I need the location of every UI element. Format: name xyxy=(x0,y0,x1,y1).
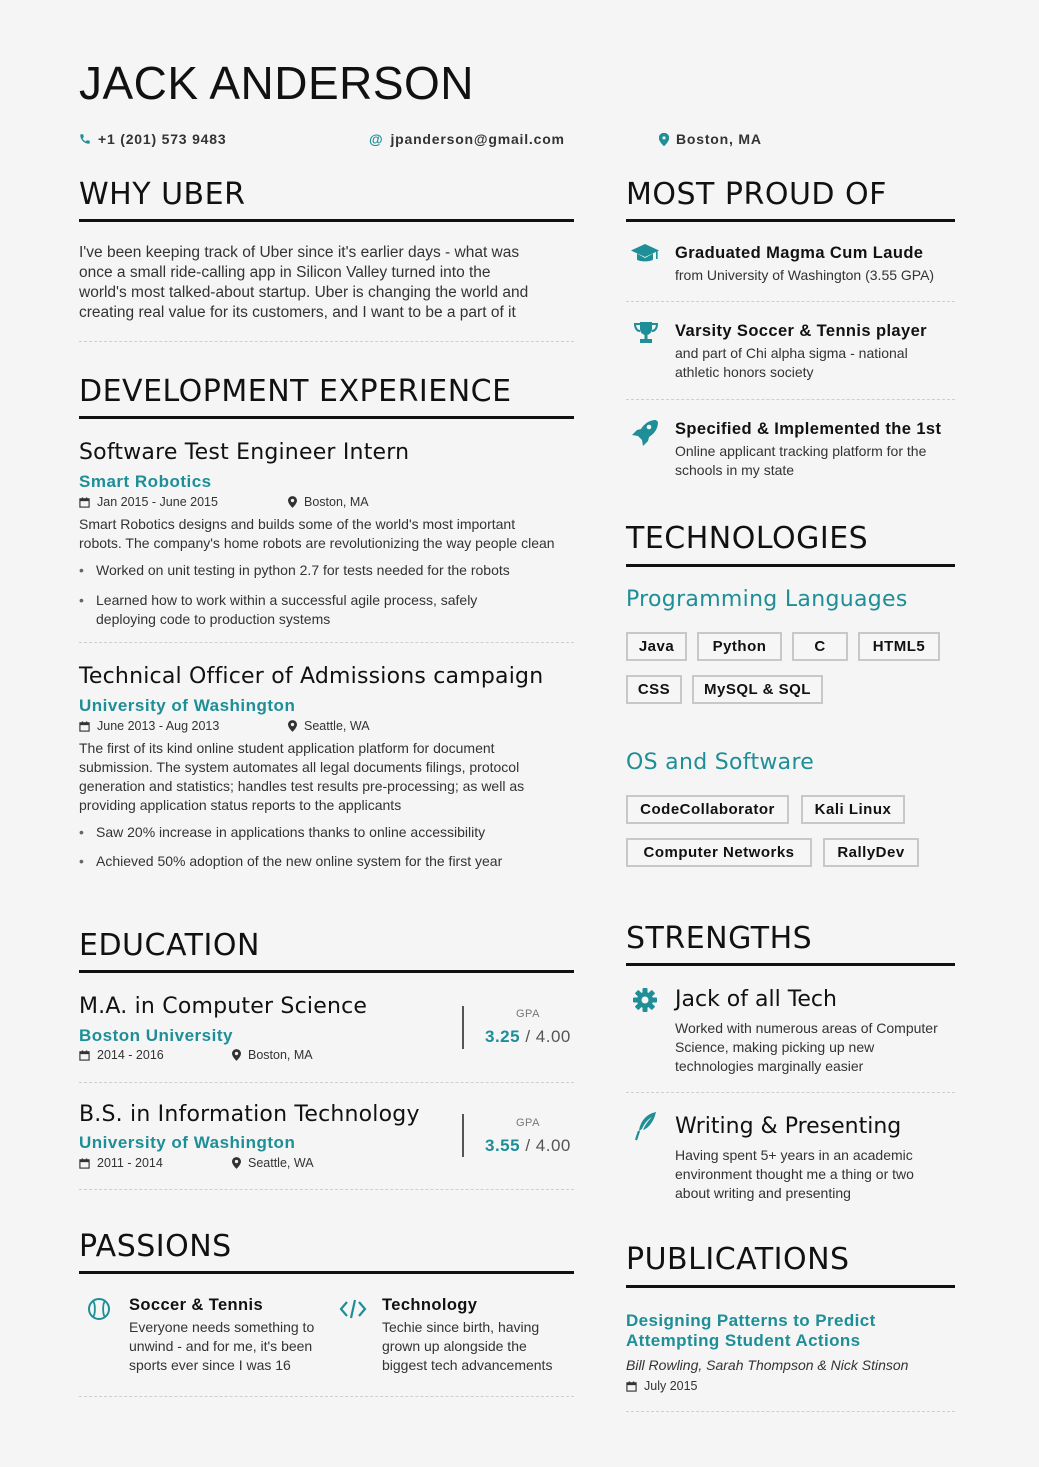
why-title: WHY UBER xyxy=(79,177,246,212)
edu-degree: M.A. in Computer Science xyxy=(79,994,368,1019)
bullet-line: • Learned how to work within a successful agile process, safely xyxy=(96,592,478,608)
divider xyxy=(626,301,955,302)
passion-line: biggest tech advancements xyxy=(382,1357,553,1373)
divider xyxy=(79,642,574,643)
passion-title: Technology xyxy=(382,1296,478,1314)
proud-title: MOST PROUD OF xyxy=(626,177,887,212)
divider xyxy=(626,1092,955,1093)
passion-line: sports ever since I was 16 xyxy=(129,1357,291,1373)
strength-line: about writing and presenting xyxy=(675,1185,851,1201)
strength-title: Jack of all Tech xyxy=(675,987,837,1012)
section-rule xyxy=(626,564,955,567)
dates-text: Jan 2015 - June 2015 xyxy=(97,495,218,509)
feather-pen-icon xyxy=(634,1111,658,1141)
bullet-line: • Worked on unit testing in python 2.7 for tests needed for the robots xyxy=(96,562,510,578)
strengths-title: STRENGTHS xyxy=(626,921,813,956)
section-rule xyxy=(626,963,955,966)
job-description xyxy=(79,515,555,553)
desc-line: generation and statistics; handles test results pre-processing; as well as xyxy=(79,778,525,794)
job-bullet xyxy=(79,561,510,580)
proud-line: Online applicant tracking platform for the xyxy=(675,443,927,459)
proud-item-text xyxy=(675,266,934,285)
section-rule xyxy=(79,1271,574,1274)
gpa-label: GPA xyxy=(516,1008,540,1020)
phone-icon xyxy=(79,133,91,145)
map-pin-icon xyxy=(288,720,297,732)
divider xyxy=(79,1189,574,1190)
bullet-line: • Saw 20% increase in applications thanks to online accessibility xyxy=(96,824,486,840)
gpa-max: / 4.00 xyxy=(525,1027,571,1046)
publication-title-line[interactable]: Attempting Student Actions xyxy=(626,1331,861,1350)
why-line: world's most talked-about startup. Uber is changing the world and xyxy=(79,284,529,301)
desc-line: providing application status reports to the applicants xyxy=(79,797,402,813)
rocket-icon xyxy=(630,418,658,446)
at-icon: @ xyxy=(369,131,384,147)
tech-tag: Python xyxy=(697,632,782,661)
strength-line: Science, making picking up new xyxy=(675,1039,875,1055)
gpa-max: / 4.00 xyxy=(525,1136,571,1155)
job-description xyxy=(79,739,524,815)
graduation-cap-icon xyxy=(630,243,660,265)
tech-tag: CSS xyxy=(626,675,682,704)
tech-group-title: Programming Languages xyxy=(626,587,908,612)
location-text: Boston, MA xyxy=(248,1048,313,1062)
calendar-icon xyxy=(79,721,90,732)
gpa-value xyxy=(485,1027,571,1047)
calendar-icon xyxy=(626,1381,637,1392)
phone-text: +1 (201) 573 9483 xyxy=(98,131,227,147)
job-location xyxy=(288,719,370,733)
passion-text xyxy=(382,1318,552,1375)
calendar-icon xyxy=(79,1050,90,1061)
section-rule xyxy=(79,970,574,973)
desc-line: submission. The system automates all legal documents filings, protocol xyxy=(79,759,520,775)
strength-line: environment thought me a thing or two xyxy=(675,1166,914,1182)
location-text: Seattle, WA xyxy=(304,719,370,733)
tech-tag: C xyxy=(792,632,848,661)
why-line: creating real value for its customers, and I want to be a part of it xyxy=(79,304,516,321)
section-rule xyxy=(79,219,574,222)
publications-title: PUBLICATIONS xyxy=(626,1242,850,1277)
candidate-name: JACK ANDERSON xyxy=(79,57,475,109)
gpa-score: 3.25 xyxy=(485,1027,521,1046)
tech-tag: Kali Linux xyxy=(801,795,905,824)
bullet-line: • Achieved 50% adoption of the new online system for the first year xyxy=(96,853,503,869)
strength-line: technologies marginally easier xyxy=(675,1058,864,1074)
edu-dates xyxy=(79,1156,163,1170)
baseball-icon xyxy=(87,1297,111,1321)
publication-title-line[interactable]: Designing Patterns to Predict xyxy=(626,1311,876,1330)
proud-item-text xyxy=(675,344,908,382)
tech-title: TECHNOLOGIES xyxy=(626,521,869,556)
job-bullet xyxy=(79,591,477,629)
gpa-value xyxy=(485,1136,571,1156)
why-line: I've been keeping track of Uber since it's earlier days - what was xyxy=(79,244,520,261)
location-text: Seattle, WA xyxy=(248,1156,314,1170)
dates-text: June 2013 - Aug 2013 xyxy=(97,719,220,733)
dates-text: 2011 - 2014 xyxy=(97,1156,163,1170)
job-role: Technical Officer of Admissions campaign xyxy=(79,664,544,689)
proud-item-title: Graduated Magma Cum Laude xyxy=(675,244,924,262)
map-pin-icon xyxy=(288,496,297,508)
passion-line: Techie since birth, having xyxy=(382,1319,540,1335)
passion-title: Soccer & Tennis xyxy=(129,1296,264,1314)
edu-dates xyxy=(79,1048,164,1062)
strength-line: Worked with numerous areas of Computer xyxy=(675,1020,938,1036)
divider xyxy=(626,1411,955,1412)
contact-location xyxy=(659,131,762,147)
section-rule xyxy=(626,219,955,222)
edu-school: Boston University xyxy=(79,1026,233,1045)
map-pin-icon xyxy=(232,1157,241,1169)
job-bullet xyxy=(79,852,502,871)
email-text[interactable]: jpanderson@gmail.com xyxy=(390,131,565,147)
map-pin-icon xyxy=(659,133,669,146)
passion-line: grown up alongside the xyxy=(382,1338,527,1354)
job-dates xyxy=(79,495,218,509)
tech-tag: MySQL & SQL xyxy=(692,675,823,704)
tech-tag: Java xyxy=(626,632,687,661)
location-text: Boston, MA xyxy=(304,495,369,509)
publication-authors: Bill Rowling, Sarah Thompson & Nick Stinson xyxy=(626,1357,909,1373)
job-org: University of Washington xyxy=(79,696,296,715)
gpa-divider xyxy=(462,1006,464,1049)
experience-title: DEVELOPMENT EXPERIENCE xyxy=(79,374,512,409)
strength-text xyxy=(675,1146,914,1203)
tech-tag: HTML5 xyxy=(858,632,940,661)
strength-title: Writing & Presenting xyxy=(675,1114,902,1139)
map-pin-icon xyxy=(232,1049,241,1061)
section-rule xyxy=(626,1285,955,1288)
divider xyxy=(79,341,574,342)
gpa-score: 3.55 xyxy=(485,1136,521,1155)
edu-location xyxy=(232,1048,313,1062)
contact-email[interactable] xyxy=(369,131,565,147)
trophy-icon xyxy=(633,320,659,346)
divider xyxy=(79,1082,574,1083)
code-icon xyxy=(339,1298,367,1320)
passion-line: Everyone needs something to xyxy=(129,1319,315,1335)
proud-line: from University of Washington (3.55 GPA) xyxy=(675,267,935,283)
job-role: Software Test Engineer Intern xyxy=(79,440,410,465)
job-location xyxy=(288,495,369,509)
strength-line: Having spent 5+ years in an academic xyxy=(675,1147,913,1163)
edu-school: University of Washington xyxy=(79,1133,296,1152)
divider xyxy=(626,399,955,400)
gpa-label: GPA xyxy=(516,1117,540,1129)
gear-icon xyxy=(632,987,658,1013)
passion-line: unwind - and for me, it's been xyxy=(129,1338,313,1354)
education-title: EDUCATION xyxy=(79,928,260,963)
location-text: Boston, MA xyxy=(676,131,762,147)
tech-group-title: OS and Software xyxy=(626,750,815,775)
bullet-line: deploying code to production systems xyxy=(96,611,331,627)
section-rule xyxy=(79,416,574,419)
gpa-divider xyxy=(462,1114,464,1157)
why-line: once a small ride-calling app in Silicon Valley turned into the xyxy=(79,264,491,281)
calendar-icon xyxy=(79,1158,90,1169)
proud-line: athletic honors society xyxy=(675,364,814,380)
desc-line: The first of its kind online student application platform for document xyxy=(79,740,495,756)
proud-item-title: Specified & Implemented the 1st xyxy=(675,420,942,438)
passions-title: PASSIONS xyxy=(79,1229,232,1264)
desc-line: robots. The company's home robots are revolutionizing the way people clean xyxy=(79,535,555,551)
contact-phone xyxy=(79,131,226,147)
proud-line: and part of Chi alpha sigma - national xyxy=(675,345,908,361)
edu-location xyxy=(232,1156,314,1170)
desc-line: Smart Robotics designs and builds some of the world's most important xyxy=(79,516,516,532)
job-bullet xyxy=(79,823,485,842)
job-dates xyxy=(79,719,219,733)
publication-title[interactable] xyxy=(626,1311,876,1351)
tech-tag: CodeCollaborator xyxy=(626,795,789,824)
strength-text xyxy=(675,1019,938,1076)
tech-tag: RallyDev xyxy=(823,838,919,867)
why-text xyxy=(79,243,528,323)
edu-degree: B.S. in Information Technology xyxy=(79,1102,420,1127)
calendar-icon xyxy=(79,497,90,508)
date-text: July 2015 xyxy=(644,1379,698,1393)
proud-line: schools in my state xyxy=(675,462,795,478)
proud-item-title: Varsity Soccer & Tennis player xyxy=(675,322,927,340)
publication-date xyxy=(626,1379,698,1393)
dates-text: 2014 - 2016 xyxy=(97,1048,164,1062)
job-org: Smart Robotics xyxy=(79,472,212,491)
proud-item-text xyxy=(675,442,926,480)
divider xyxy=(79,1396,574,1397)
tech-tag: Computer Networks xyxy=(626,838,812,867)
passion-text xyxy=(129,1318,314,1375)
